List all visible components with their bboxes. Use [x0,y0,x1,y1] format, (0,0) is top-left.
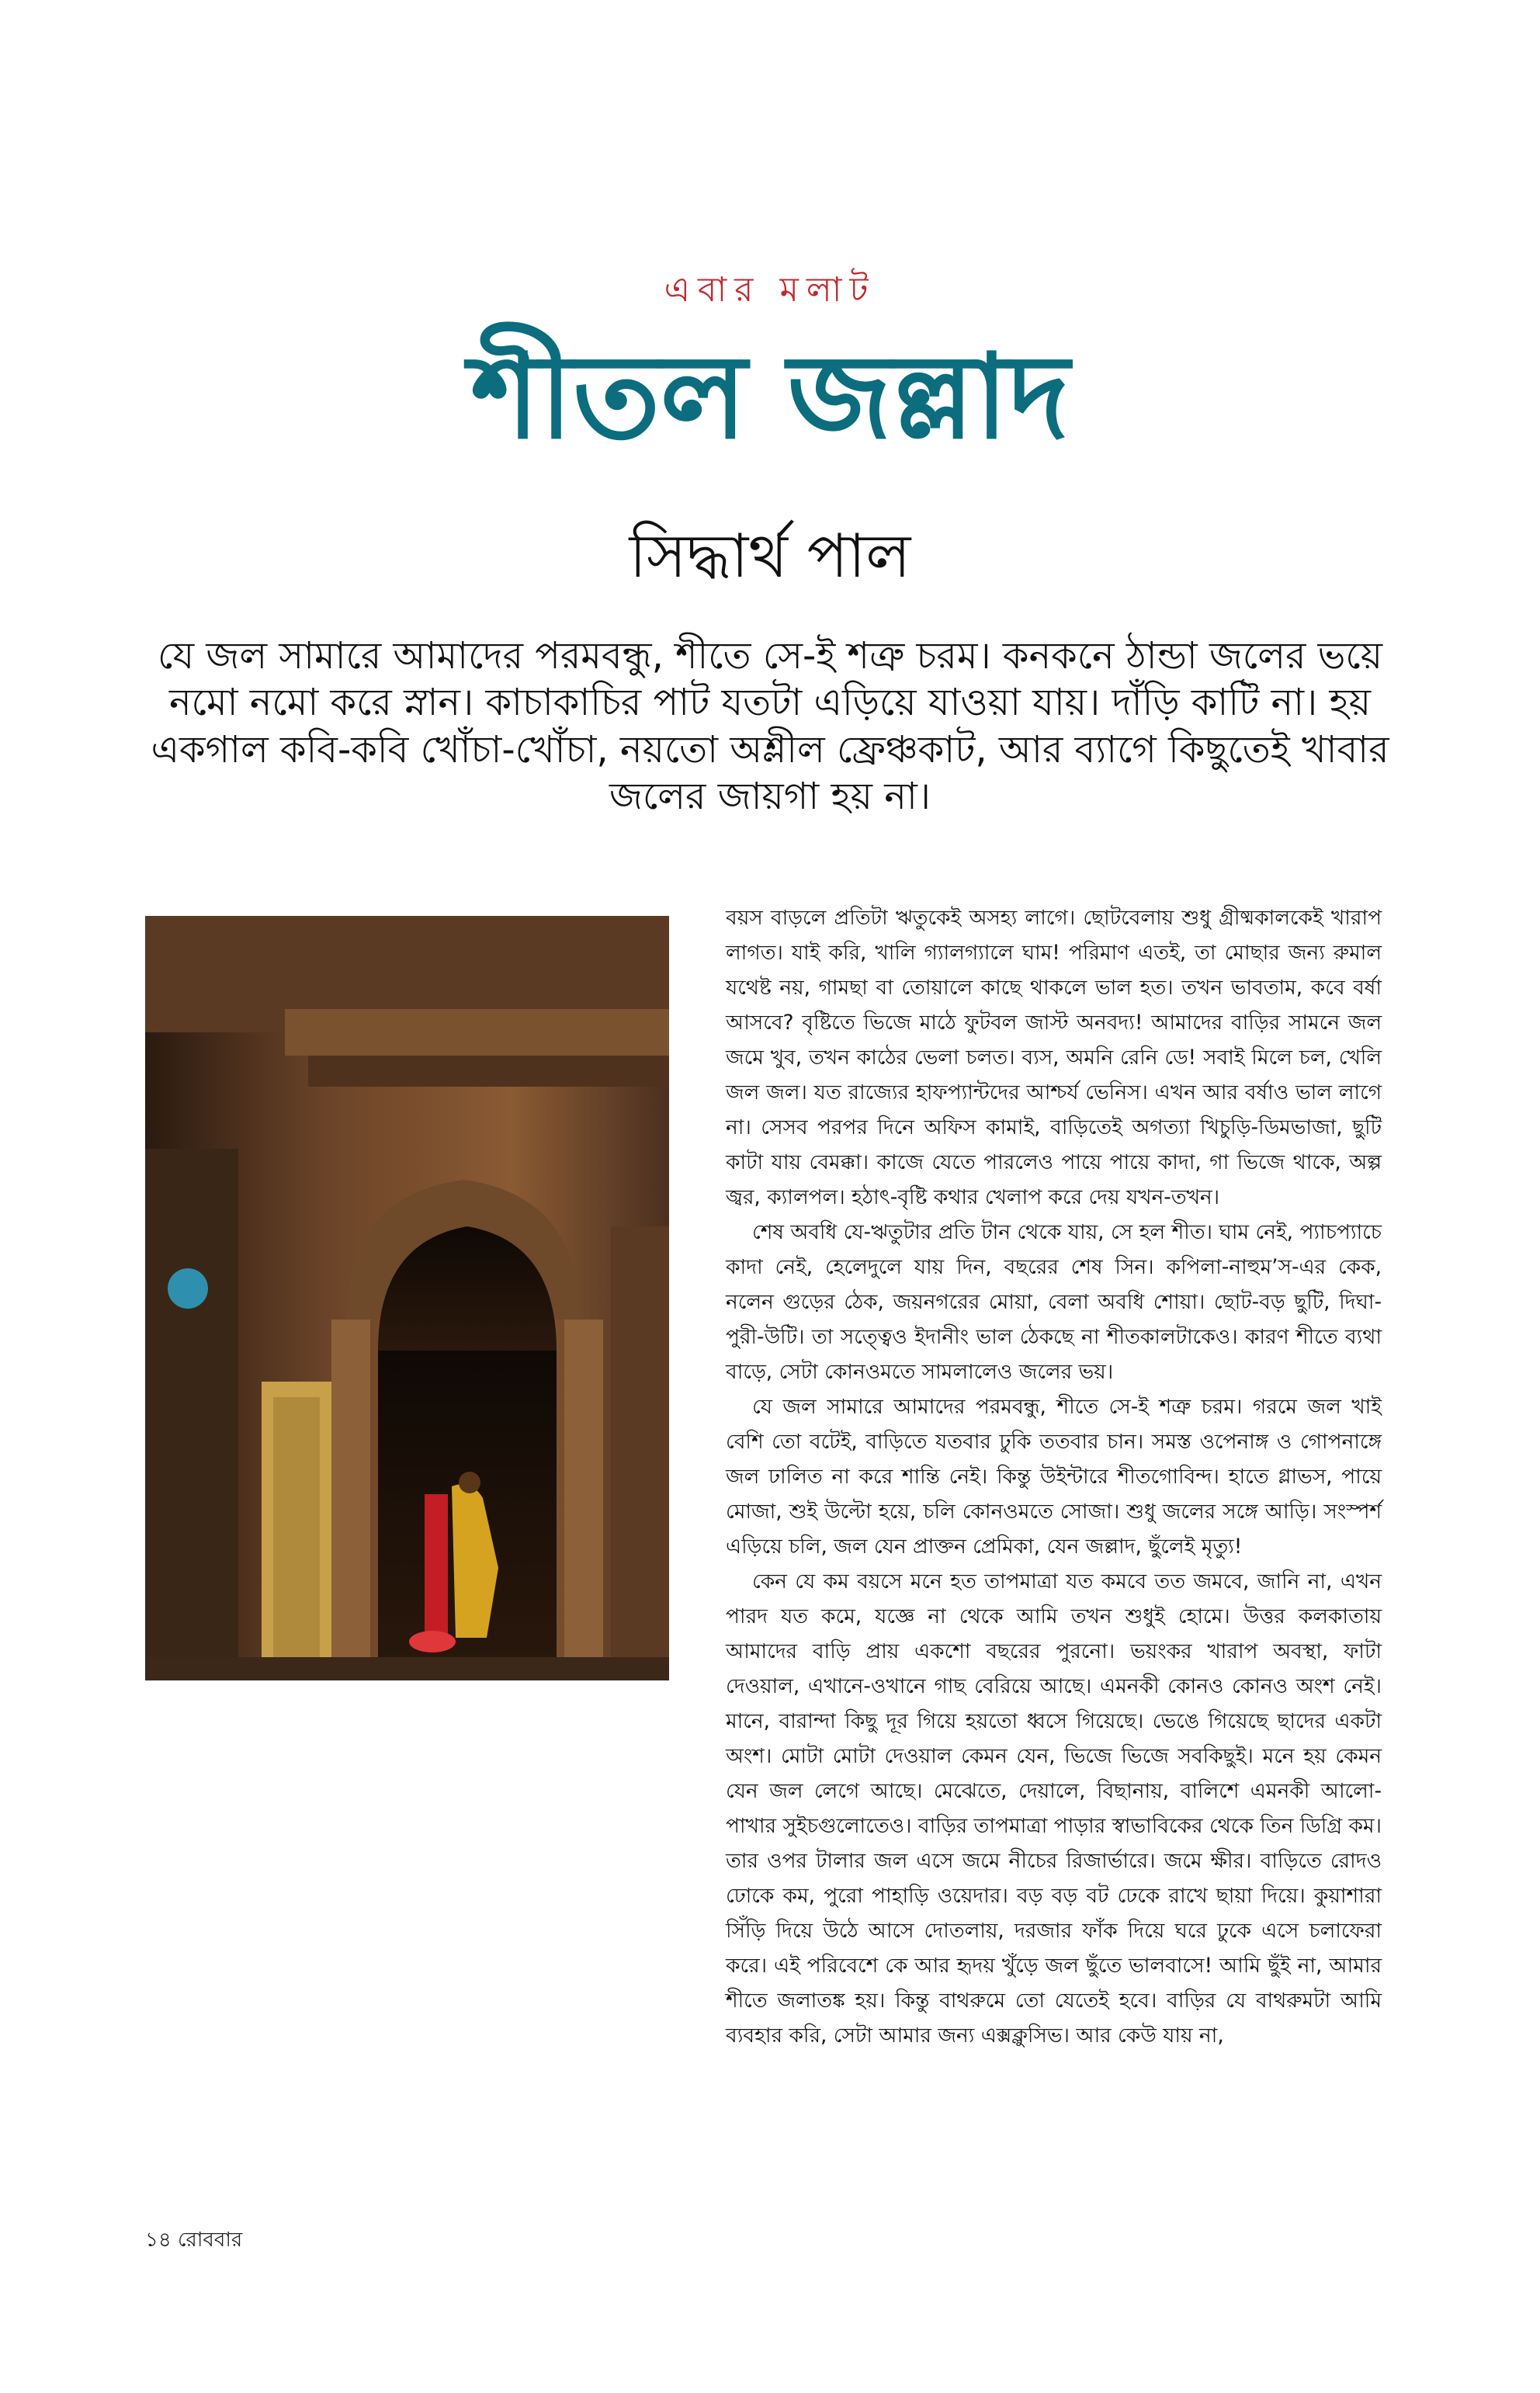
standfirst [147,633,1393,820]
standfirst-text: যে জল সামারে আমাদের পরমবন্ধু, শীতে সে-ই শত্রু চরম। কনকনে ঠান্ডা জলের ভয়ে নমো নমো করে স্নান। কাচাকাচির পাট যতটা এড়িয়ে যাওয়া যায়। দাঁড়ি কাটি না। হয় একগাল কবি-কবি খোঁচা-খোঁচা, নয়তো অশ্লীল ফ্রেঞ্চকাট, আর ব্যাগে কিছুতেই খাবার জলের জায়গা হয় না। [151,634,1389,819]
author-byline: সিদ্ধার্থ পাল [629,522,911,591]
body-paragraph: যে জল সামারে আমাদের পরমবন্ধু, শীতে সে-ই শত্রু চরম। গরমে জল খাই বেশি তো বটেই, বাড়িতে যতবার ঢুকি ততবার চান। সমস্ত ওপেনাঙ্গ ও গোপনাঙ্গে জল ঢালিত না করে শান্তি নেই। কিন্তু উইন্টারে শীতগোবিন্দ। হাতে গ্লাভস, পায়ে মোজা, শুই উল্টো হয়ে, চলি কোনওমতে সোজা। শুধু জলের সঙ্গে আড়ি। সংস্পর্শ এড়িয়ে চলি, জল যেন প্রাক্তন প্রেমিকা, যেন জল্লাদ, ছুঁলেই মৃত্যু! [726,1395,1382,1559]
article-photo [145,916,669,1680]
body-paragraph: বয়স বাড়লে প্রতিটা ঋতুকেই অসহ্য লাগে। ছোটবেলায় শুধু গ্রীষ্মকালকেই খারাপ লাগত। যাই করি, খালি গ্যালগ্যালে ঘাম! পরিমাণ এতই, তা মোছার জন্য রুমাল যথেষ্ট নয়, গামছা বা তোয়ালে কাছে থাকলে ভাল হত। তখন ভাবতাম, কবে বর্ষা আসবে? বৃষ্টিতে ভিজে মাঠে ফুটবল জাস্ট অনবদ্য! আমাদের বাড়ির সামনে জল জমে খুব, তখন কাঠের ভেলা চলত। ব্যস, অমনি রেনি ডে! সবাই মিলে চল, খেলি জল জল। যত রাজ্যের হাফপ্যান্টদের আশ্চর্য ভেনিস। এখন আর বর্ষাও ভাল লাগে না। সেসব পরপর দিনে অফিস কামাই, বাড়িতেই অগত্যা খিচুড়ি-ডিমভাজা, ছুটি কাটা যায় বেমক্কা। কাজে যেতে পারলেও পায়ে পায়ে কাদা, গা ভিজে থাকে, অল্প জ্বর, ক্যালপল। হঠাৎ-বৃষ্টি কথার খেলাপ করে দেয় যখন-তখন। [726,906,1382,1209]
page-folio: ১৪ রোববার [145,2228,243,2252]
article-title: শীতল জল্লাদ [470,330,1070,465]
body-paragraph: শেষ অবধি যে-ঋতুটার প্রতি টান থেকে যায়, সে হল শীত। ঘাম নেই, প্যাচপ্যাচে কাদা নেই, হেলেদুলে যায় দিন, বছরের শেষ সিন। কপিলা-নাহুম’স-এর কেক, নলেন গুড়ের ঠেক, জয়নগরের মোয়া, বেলা অবধি শোয়া। ছোট-বড় ছুটি, দিঘা-পুরী-উটি। তা সত্ত্বেও ইদানীং ভাল ঠেকছে না শীতকালটাকেও। কারণ শীতে ব্যথা বাড়ে, সেটা কোনওমতে সামলালেও জলের ভয়। [726,1220,1382,1384]
section-kicker: এবার মলাট [664,270,876,310]
article-body [726,900,1382,2053]
body-paragraph: কেন যে কম বয়সে মনে হত তাপমাত্রা যত কমবে তত জমবে, জানি না, এখন পারদ যত কমে, যজ্ঞে না থেকে আমি তখন শুধুই হোমে। উত্তর কলকাতায় আমাদের বাড়ি প্রায় একশো বছরের পুরনো। ভয়ংকর খারাপ অবস্থা, ফাটা দেওয়াল, এখানে-ওখানে গাছ বেরিয়ে আছে। এমনকী কোনও কোনও অংশ নেই। মানে, বারান্দা কিছু দূর গিয়ে হয়তো ধ্বসে গিয়েছে। ভেঙে গিয়েছে ছাদের একটা অংশ। মোটা মোটা দেওয়াল কেমন যেন, ভিজে ভিজে সবকিছুই। মনে হয় কেমন যেন জল লেগে আছে। মেঝেতে, দেয়ালে, বিছানায়, বালিশে এমনকী আলো-পাখার সুইচগুলোতেও। বাড়ির তাপমাত্রা পাড়ার স্বাভাবিকের থেকে তিন ডিগ্রি কম। তার ওপর টালার জল এসে জমে নীচের রিজার্ভারে। জমে ক্ষীর। বাড়িতে রোদও ঢোকে কম, পুরো পাহাড়ি ওয়েদার। বড় বড় বট ঢেকে রাখে ছায়া দিয়ে। কুয়াশারা সিঁড়ি দিয়ে উঠে আসে দোতলায়, দরজার ফাঁক দিয়ে ঘরে ঢুকে এসে চলাফেরা করে। এই পরিবেশে কে আর হৃদয় খুঁড়ে জল ছুঁতে ভালবাসে! আমি ছুঁই না, আমার শীতে জলাতঙ্ক হয়। কিন্তু বাথরুমে তো যেতেই হবে। বাড়ির যে বাথরুমটা আমি ব্যবহার করি, সেটা আমার জন্য এক্সক্লুসিভ। আর কেউ যায় না, [726,1569,1382,2048]
old-house-doorway-image [145,916,669,1680]
